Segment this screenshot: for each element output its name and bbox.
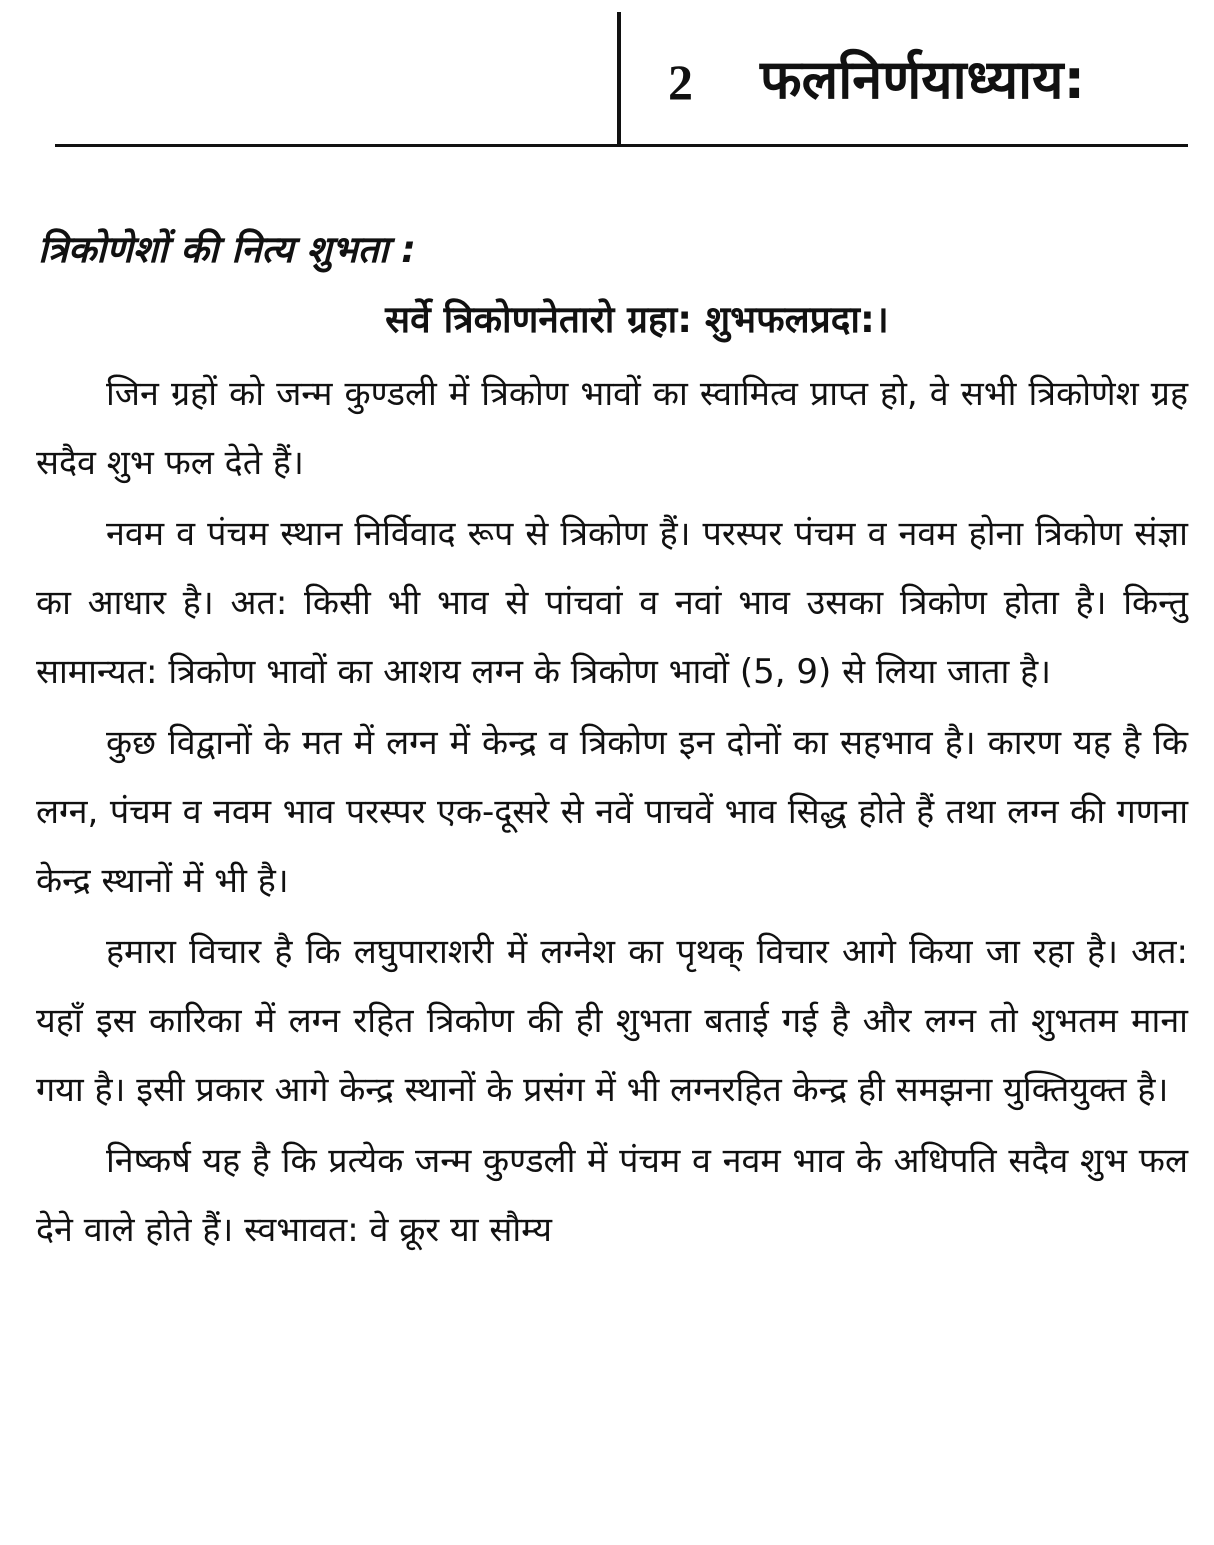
paragraph: जिन ग्रहों को जन्म कुण्डली में त्रिकोण भावों का स्वामित्व प्राप्त हो, वे सभी त्रिकोणेश ग्रह सदैव शुभ फल देते हैं। bbox=[36, 374, 1188, 483]
header-horizontal-rule bbox=[55, 144, 1188, 147]
paragraph: नवम व पंचम स्थान निर्विवाद रूप से त्रिकोण हैं। परस्पर पंचम व नवम होना त्रिकोण संज्ञा का आधार है। अत: किसी भी भाव से पांचवां व नवां भाव उसका त्रिकोण होता है। किन्तु सामान्यत: त्रिकोण भावों का आशय लग्न के त्रिकोण भावों (5, 9) से लिया जाता है। bbox=[36, 514, 1188, 692]
sanskrit-verse: सर्वे त्रिकोणनेतारो ग्रहा: शुभफलप्रदा:। bbox=[385, 298, 889, 341]
paragraph: कुछ विद्वानों के मत में लग्न में केन्द्र व त्रिकोण इन दोनों का सहभाव है। कारण यह है कि लग्न, पंचम व नवम भाव परस्पर एक-दूसरे से नवें पाचवें भाव सिद्ध होते हैं तथा लग्न की गणना केन्द्र स्थानों में भी है। bbox=[36, 723, 1188, 901]
paragraph: निष्कर्ष यह है कि प्रत्येक जन्म कुण्डली में पंचम व नवम भाव के अधिपति सदैव शुभ फल देने वाले होते हैं। स्वभावत: वे क्रूर या सौम्य bbox=[36, 1141, 1188, 1250]
section-heading: त्रिकोणेशों की नित्य शुभता : bbox=[38, 228, 416, 271]
chapter-number: 2 bbox=[668, 54, 693, 110]
chapter-title: फलनिर्णयाध्याय: bbox=[760, 48, 1086, 111]
body-text bbox=[36, 360, 1188, 1265]
header-vertical-rule bbox=[617, 12, 621, 146]
paragraph: हमारा विचार है कि लघुपाराशरी में लग्नेश का पृथक् विचार आगे किया जा रहा है। अत: यहाँ इस कारिका में लग्न रहित त्रिकोण की ही शुभता बताई गई है और लग्न तो शुभतम माना गया है। इसी प्रकार आगे केन्द्र स्थानों के प्रसंग में भी लग्नरहित केन्द्र ही समझना युक्तियुक्त है। bbox=[36, 932, 1188, 1110]
